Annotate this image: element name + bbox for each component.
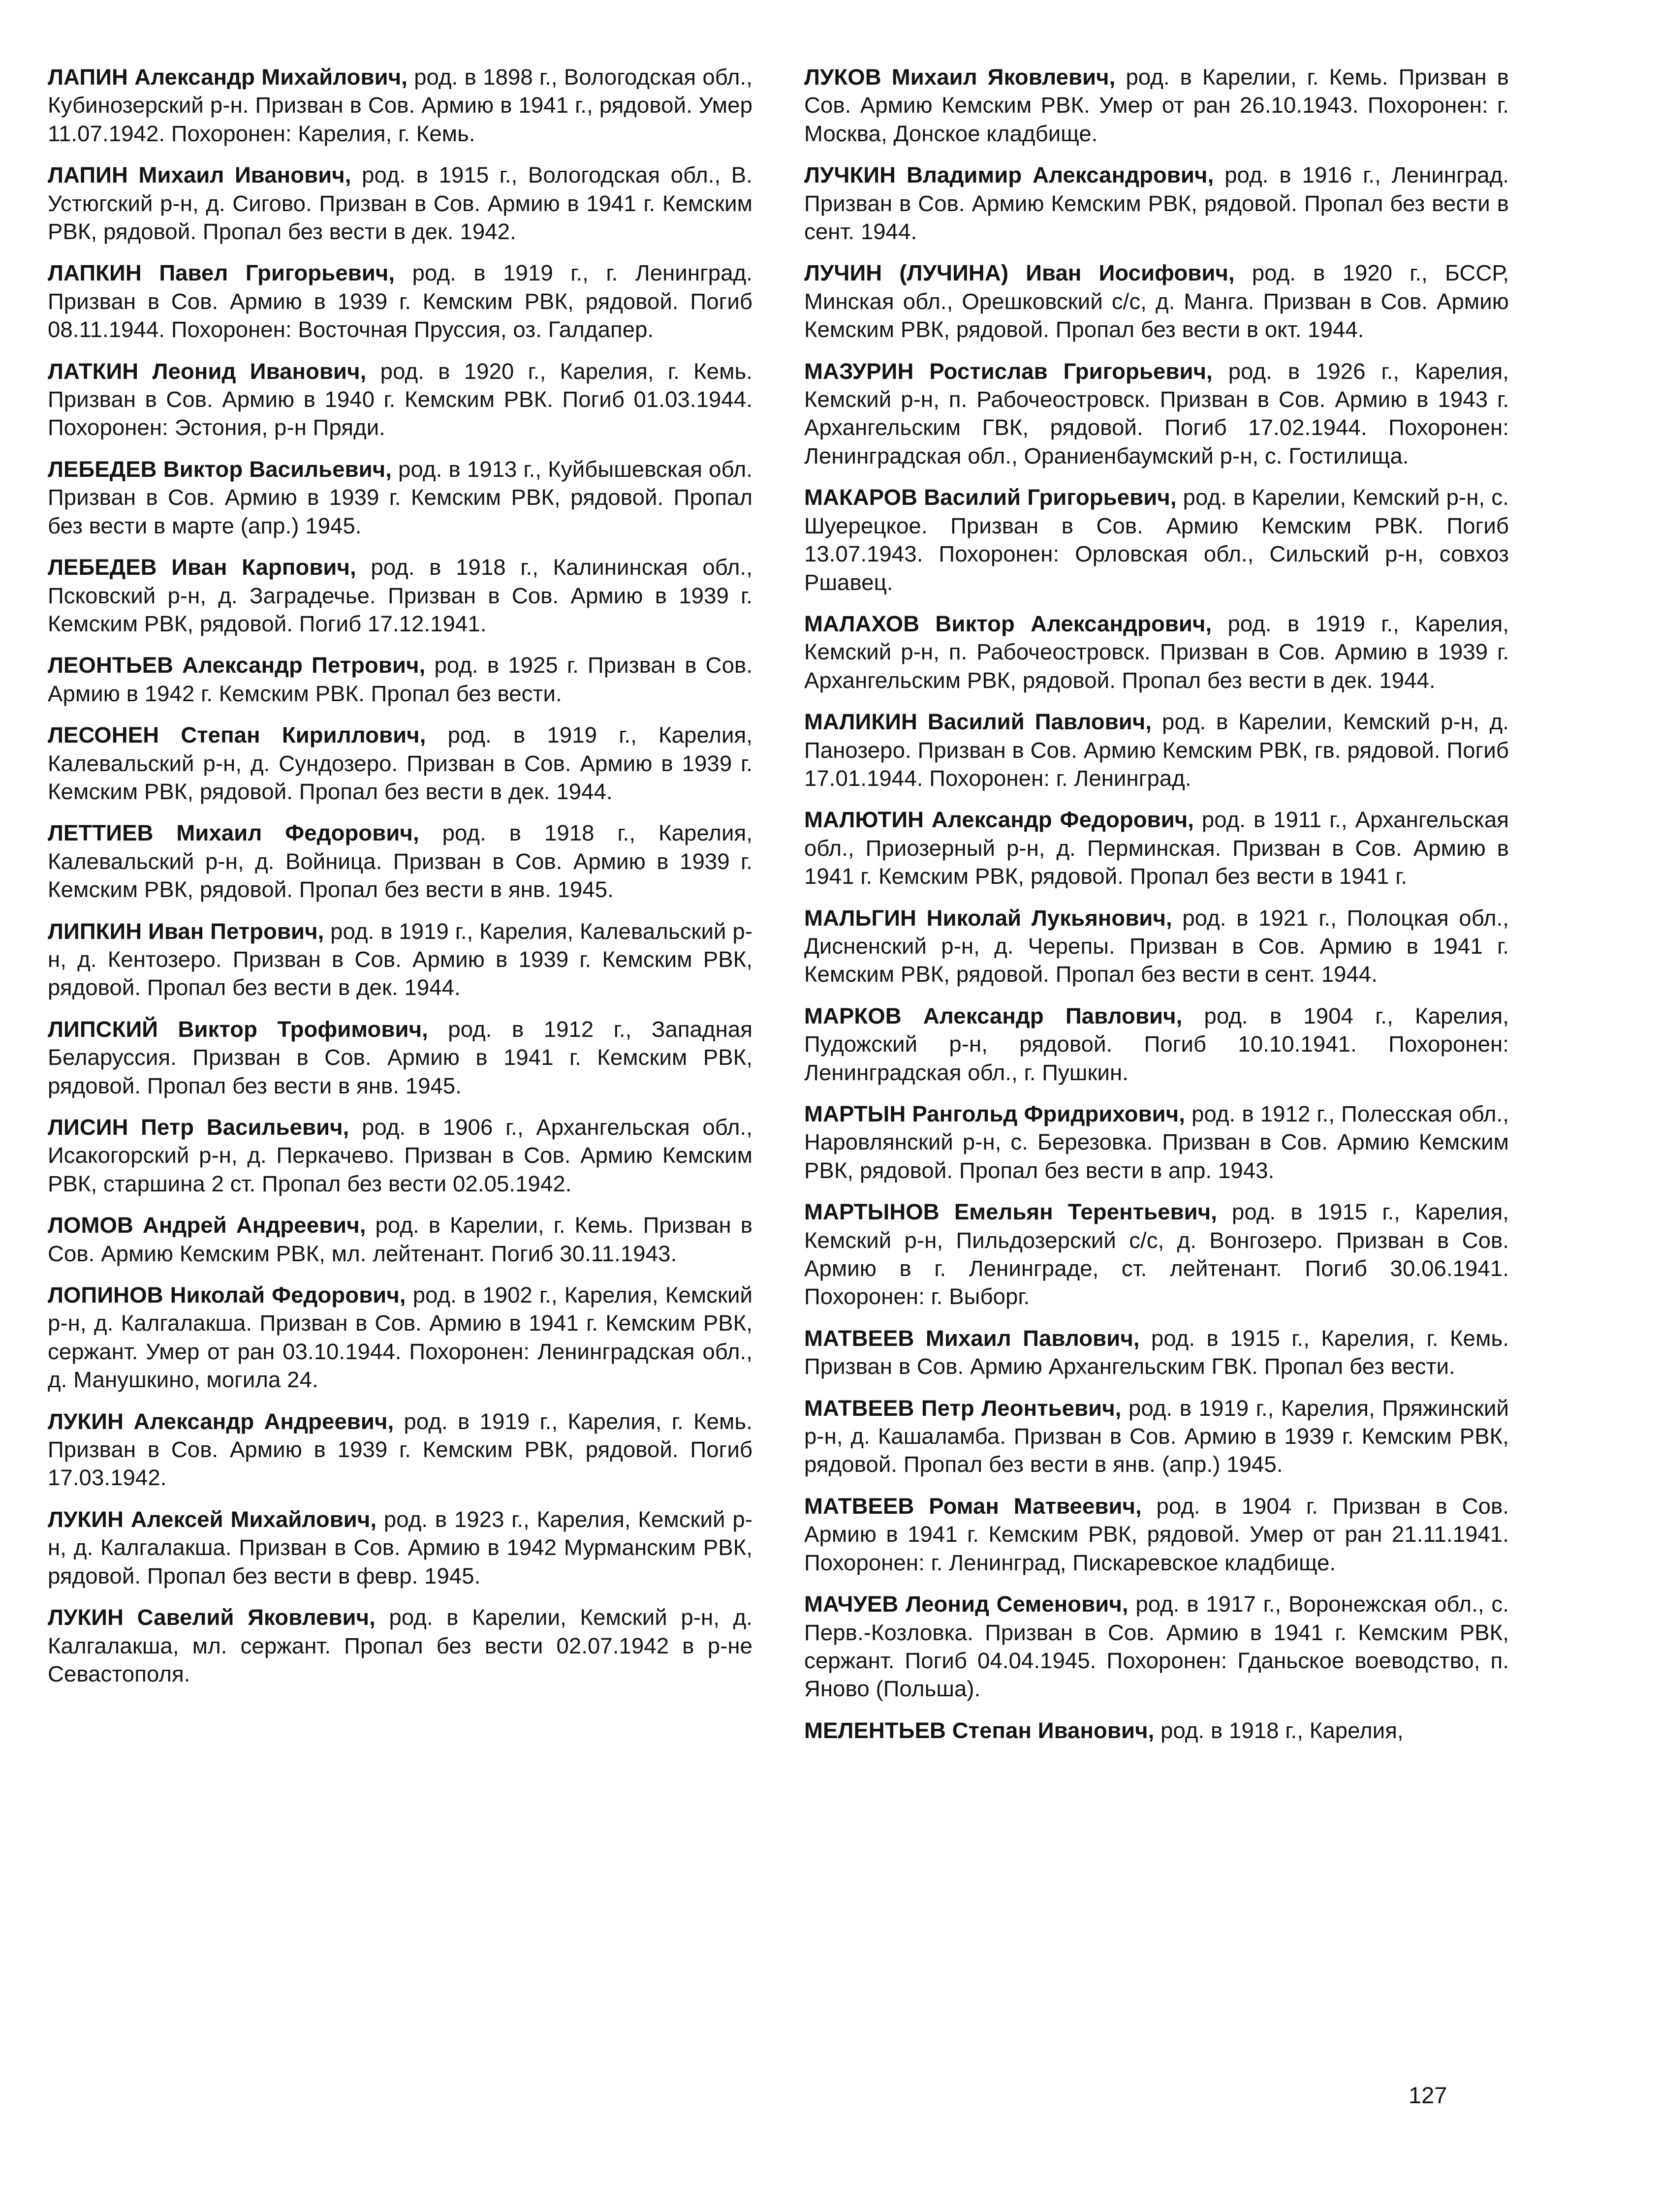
entry-name: МАКАРОВ Василий Григорьевич,	[804, 485, 1177, 510]
entry	[48, 1113, 752, 1198]
entry-name: МАРТЫН Рангольд Фридрихович,	[804, 1101, 1185, 1126]
entry-text: род. в 1912 г., Полесская обл., Наровлянский р-н, с. Березовка. Призван в Сов. Армию Кемским РВК, рядовой. Пропал без вести в апр. 1943.	[804, 1101, 1509, 1183]
entry	[804, 1324, 1509, 1381]
entry	[804, 1492, 1509, 1577]
entry-name: ЛЕОНТЬЕВ Александр Петрович,	[48, 653, 426, 678]
right-column	[804, 63, 1509, 1758]
entry-name: ЛОМОВ Андрей Андреевич,	[48, 1213, 366, 1238]
entry-text: род. в 1923 г., Карелия, Кемский р-н, д. Калгалакша. Призван в Сов. Армию в 1942 Мурманским РВК, рядовой. Пропал без вести в февр. 1945.	[48, 1506, 752, 1589]
entry-text: род. в 1919 г., Карелия, Калевальский р-н, д. Сундозеро. Призван в Сов. Армию в 1939 г. Кемским РВК, рядовой. Пропал без вести в дек. 1944.	[48, 722, 752, 804]
entry	[804, 1100, 1509, 1184]
entry-name: ЛУКОВ Михаил Яковлевич,	[804, 64, 1116, 90]
entry-name: ЛАПИН Александр Михайлович,	[48, 64, 407, 90]
entry-text: род. в 1904 г. Призван в Сов. Армию в 1941 г. Кемским РВК, рядовой. Умер от ран 21.11.1941. Похоронен: г. Ленинград, Пискаревское кладбище.	[804, 1493, 1509, 1575]
entry-name: ЛЕСОНЕН Степан Кириллович,	[48, 722, 426, 748]
entry-text: род. в Карелии, г. Кемь. Призван в Сов. Армию Кемским РВК. Умер от ран 26.10.1943. Похоронен: г. Москва, Донское кладбище.	[804, 64, 1509, 146]
entry	[48, 455, 752, 540]
entry-name: ЛЕБЕДЕВ Иван Карпович,	[48, 555, 356, 580]
entry-text: род. в 1919 г., Карелия, Кемский р-н, п. Рабочеостровск. Призван в Сов. Армию в 1939 г. Архангельским РВК, рядовой. Пропал без вести в дек. 1944.	[804, 611, 1509, 693]
entry-text: род. в 1915 г., Вологодская обл., В. Устюгский р-н, д. Сигово. Призван в Сов. Армию в 1941 г. Кемским РВК, рядовой. Пропал без вести в дек. 1942.	[48, 162, 752, 245]
entry-text: род. в 1919 г., Карелия, г. Кемь. Призван в Сов. Армию в 1939 г. Кемским РВК, рядовой. Погиб 17.03.1942.	[48, 1408, 752, 1491]
entry	[804, 259, 1509, 343]
left-column	[48, 63, 752, 1701]
entry	[48, 1015, 752, 1100]
entry-name: ЛЕБЕДЕВ Виктор Васильевич,	[48, 456, 392, 482]
entry	[804, 1198, 1509, 1311]
entry-text: род. в 1913 г., Куйбышевская обл. Призван в Сов. Армию в 1939 г. Кемским РВК, рядовой. Пропал без вести в марте (апр.) 1945.	[48, 456, 752, 538]
entry-text: род. в 1925 г. Призван в Сов. Армию в 1942 г. Кемским РВК. Пропал без вести.	[48, 653, 752, 706]
entry	[48, 357, 752, 442]
entry-text: род. в 1915 г., Карелия, Кемский р-н, Пильдозерский с/с, д. Вонгозеро. Призван в Сов. Армию в г. Ленинграде, ст. лейтенант. Погиб 30.06.1941. Похоронен: г. Выборг.	[804, 1199, 1509, 1309]
entry-name: МАТВЕЕВ Роман Матвеевич,	[804, 1493, 1142, 1519]
entry-text: род. в 1918 г., Калининская обл., Псковский р-н, д. Заградечье. Призван в Сов. Армию в 1939 г. Кемским РВК, рядовой. Погиб 17.12.1941.	[48, 555, 752, 636]
entry-name: МАТВЕЕВ Петр Леонтьевич,	[804, 1395, 1122, 1421]
entry-text: род. в 1919 г., Карелия, Пряжинский р-н, д. Кашаламба. Призван в Сов. Армию в 1939 г. Кемским РВК, рядовой. Пропал без вести в янв. (апр.) 1945.	[804, 1395, 1509, 1477]
entry-text: род. в 1921 г., Полоцкая обл., Дисненский р-н, д. Черепы. Призван в Сов. Армию в 1941 г. Кемским РВК, рядовой. Пропал без вести в сент. 1944.	[804, 905, 1509, 987]
entry-name: ЛИПКИН Иван Петрович,	[48, 918, 324, 944]
entry	[804, 1002, 1509, 1087]
entry	[804, 357, 1509, 470]
entry	[48, 259, 752, 343]
entry	[48, 1407, 752, 1492]
entry-text: род. в 1917 г., Воронежская обл., с. Перв.-Козловка. Призван в Сов. Армию в 1941 г. Кемским РВК, сержант. Погиб 04.04.1945. Похоронен: Гданьское воеводство, п. Яново (Польша).	[804, 1591, 1509, 1702]
entry-text: род. в Карелии, Кемский р-н, д. Калгалакша, мл. сержант. Пропал без вести 02.07.1942 в р-не Севастополя.	[48, 1605, 753, 1686]
entry	[804, 806, 1509, 890]
page-number: 127	[1409, 2082, 1447, 2108]
entry	[48, 1281, 752, 1394]
entry-name: МАЛИКИН Василий Павлович,	[804, 709, 1152, 735]
entry	[48, 63, 752, 148]
entry-name: ЛАПКИН Павел Григорьевич,	[48, 260, 395, 286]
entry-name: МАЧУЕВ Леонид Семенович,	[804, 1591, 1128, 1617]
entry-name: ЛУКИН Савелий Яковлевич,	[48, 1605, 376, 1630]
entry	[48, 1603, 752, 1688]
entry	[804, 63, 1509, 148]
entry	[804, 161, 1509, 246]
entry-text: род. в 1920 г., БССР, Минская обл., Орешковский с/с, д. Манга. Призван в Сов. Армию Кемским РВК, рядовой. Пропал без вести в окт. 1944.	[804, 260, 1509, 343]
entry	[804, 1394, 1509, 1479]
entry	[48, 651, 752, 708]
entry-text: род. в 1912 г., Западная Беларуссия. Призван в Сов. Армию в 1941 г. Кемским РВК, рядовой. Пропал без вести в янв. 1945.	[48, 1016, 752, 1098]
entry-name: ЛИПСКИЙ Виктор Трофимович,	[48, 1016, 428, 1042]
entry-text: род. в 1918 г., Карелия,	[1154, 1717, 1404, 1743]
entry-text: род. в 1926 г., Карелия, Кемский р-н, п. Рабочеостровск. Призван в Сов. Армию в 1943 г. Архангельским ГВК, рядовой. Погиб 17.02.1944. Похоронен: Ленинградская обл., Ораниенбаумский р-н, с. Гостилища.	[804, 358, 1509, 468]
entry-text: род. в 1919 г., Карелия, Калевальский р-н, д. Кентозеро. Призван в Сов. Армию в 1939 г. Кемским РВК, рядовой. Пропал без вести в дек. 1944.	[48, 918, 753, 1000]
entry-text: род. в 1906 г., Архангельская обл., Исакогорский р-н, д. Перкачево. Призван в Сов. Армию Кемским РВК, старшина 2 ст. Пропал без вести 02.05.1942.	[48, 1115, 752, 1196]
entry-text: род. в 1916 г., Ленинград. Призван в Сов. Армию Кемским РВК, рядовой. Пропал без вести в сент. 1944.	[804, 162, 1509, 245]
entry	[804, 1590, 1509, 1703]
entry	[48, 721, 752, 806]
entry	[48, 553, 752, 638]
entry-name: МАРТЫНОВ Емельян Терентьевич,	[804, 1199, 1217, 1225]
entry	[48, 819, 752, 903]
entry-name: ЛУКИН Александр Андреевич,	[48, 1408, 394, 1434]
entry-name: ЛЕТТИЕВ Михаил Федорович,	[48, 820, 419, 846]
entry-text: род. в Карелии, Кемский р-н, д. Панозеро. Призван в Сов. Армию Кемским РВК, гв. рядовой. Погиб 17.01.1944. Похоронен: г. Ленинград.	[804, 709, 1509, 791]
entry-name: ЛУКИН Алексей Михайлович,	[48, 1506, 377, 1532]
entry-text: род. в 1902 г., Карелия, Кемский р-н, д. Калгалакша. Призван в Сов. Армию в 1941 г. Кемским РВК, сержант. Умер от ран 03.10.1944. Похоронен: Ленинградская обл., д. Манушкино, могила 24.	[48, 1282, 752, 1393]
entry	[804, 904, 1509, 989]
entry	[804, 483, 1509, 596]
entry-text: род. в 1915 г., Карелия, г. Кемь. Призван в Сов. Армию Архангельским ГВК. Пропал без вести.	[804, 1325, 1509, 1379]
entry-name: ЛАПИН Михаил Иванович,	[48, 162, 351, 188]
entry	[804, 610, 1509, 694]
entry-name: ЛУЧКИН Владимир Александрович,	[804, 162, 1214, 188]
entry-text: род. в 1918 г., Карелия, Калевальский р-н, д. Войница. Призван в Сов. Армию в 1939 г. Кемским РВК, рядовой. Пропал без вести в янв. 1945.	[48, 820, 752, 903]
entry-text: род. в 1904 г., Карелия, Пудожский р-н, рядовой. Погиб 10.10.1941. Похоронен: Ленинградская обл., г. Пушкин.	[804, 1003, 1509, 1085]
entry	[48, 161, 752, 246]
entry-name: МАЗУРИН Ростислав Григорьевич,	[804, 358, 1213, 384]
entry-text: род. в 1919 г., г. Ленинград. Призван в Сов. Армию в 1939 г. Кемским РВК, рядовой. Погиб 08.11.1944. Похоронен: Восточная Пруссия, оз. Галдапер.	[48, 260, 752, 343]
entry-name: ЛОПИНОВ Николай Федорович,	[48, 1282, 406, 1308]
entry-name: МЕЛЕНТЬЕВ Степан Иванович,	[804, 1717, 1155, 1743]
entry	[48, 917, 752, 1002]
entry-name: МАЛЬГИН Николай Лукьянович,	[804, 905, 1172, 931]
entry-name: МАЛЮТИН Александр Федорович,	[804, 807, 1194, 833]
entry	[804, 708, 1509, 792]
entry-text: род. в 1911 г., Архангельская обл., Приозерный р-н, д. Перминская. Призван в Сов. Армию в 1941 г. Кемским РВК, рядовой. Пропал без вести в 1941 г.	[804, 807, 1509, 889]
entry-name: МАЛАХОВ Виктор Александрович,	[804, 611, 1212, 636]
entry-text: род. в Карелии, Кемский р-н, с. Шуерецкое. Призван в Сов. Армию Кемским РВК. Погиб 13.07.1943. Похоронен: Орловская обл., Сильский р-н, совхоз Ршавец.	[804, 485, 1509, 595]
entry	[48, 1505, 752, 1590]
entry-name: ЛАТКИН Леонид Иванович,	[48, 358, 367, 384]
entry-text: род. в Карелии, г. Кемь. Призван в Сов. Армию Кемским РВК, мл. лейтенант. Погиб 30.11.1943.	[48, 1213, 752, 1266]
entry	[804, 1716, 1509, 1745]
entry-name: МАТВЕЕВ Михаил Павлович,	[804, 1325, 1140, 1351]
entry-text: род. в 1920 г., Карелия, г. Кемь. Призван в Сов. Армию в 1940 г. Кемским РВК. Погиб 01.03.1944. Похоронен: Эстония, р-н Пряди.	[48, 358, 752, 440]
entry	[48, 1211, 752, 1268]
entry-name: ЛУЧИН (ЛУЧИНА) Иван Иосифович,	[804, 260, 1235, 286]
entry-name: ЛИСИН Петр Васильевич,	[48, 1115, 349, 1140]
entry-text: род. в 1898 г., Вологодская обл., Кубинозерский р-н. Призван в Сов. Армию в 1941 г., рядовой. Умер 11.07.1942. Похоронен: Карелия, г. Кемь.	[48, 64, 752, 146]
entry-name: МАРКОВ Александр Павлович,	[804, 1003, 1183, 1028]
